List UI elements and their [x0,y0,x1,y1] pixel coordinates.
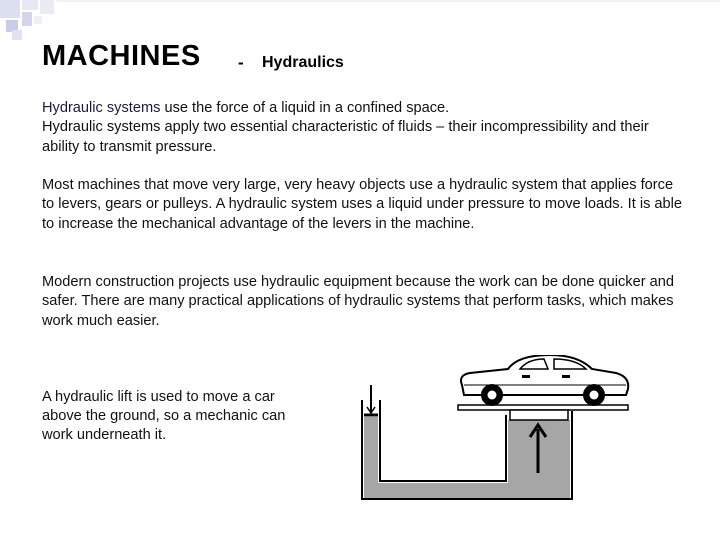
lift-piston [510,410,568,420]
paragraph-machines: Most machines that move very large, very heavy objects use a hydraulic system that applies force to levers, gears or pulleys. A hydraulic system uses a liquid under pressure to move loads. It is able to increase the mechanical advantage of the levers in the machine. [42,177,683,232]
intro-paragraph [42,99,682,157]
lift-caption: A hydraulic lift is used to move a car above the ground, so a mechanic can work underneath it. [42,389,286,443]
hydraulic-lift-diagram [340,355,640,505]
page-title: MACHINES [42,40,201,72]
intro-rest: use the force of a liquid in a confined space. [160,100,450,116]
intro-term: Hydraulic systems [42,100,161,116]
intro-line2: Hydraulic systems apply two essential characteristic of fluids – their incompressibility and their ability to transmit pressure. [42,119,649,155]
paragraph-construction: Modern construction projects use hydraulic equipment because the work can be done quicker and safer. There are many practical applications of hydraulic systems that perform tasks, which makes work much easier. [42,274,674,329]
title-separator: - [238,53,244,72]
car-icon [461,355,628,406]
page-subtitle: Hydraulics [262,54,344,71]
corner-decoration [0,0,720,40]
